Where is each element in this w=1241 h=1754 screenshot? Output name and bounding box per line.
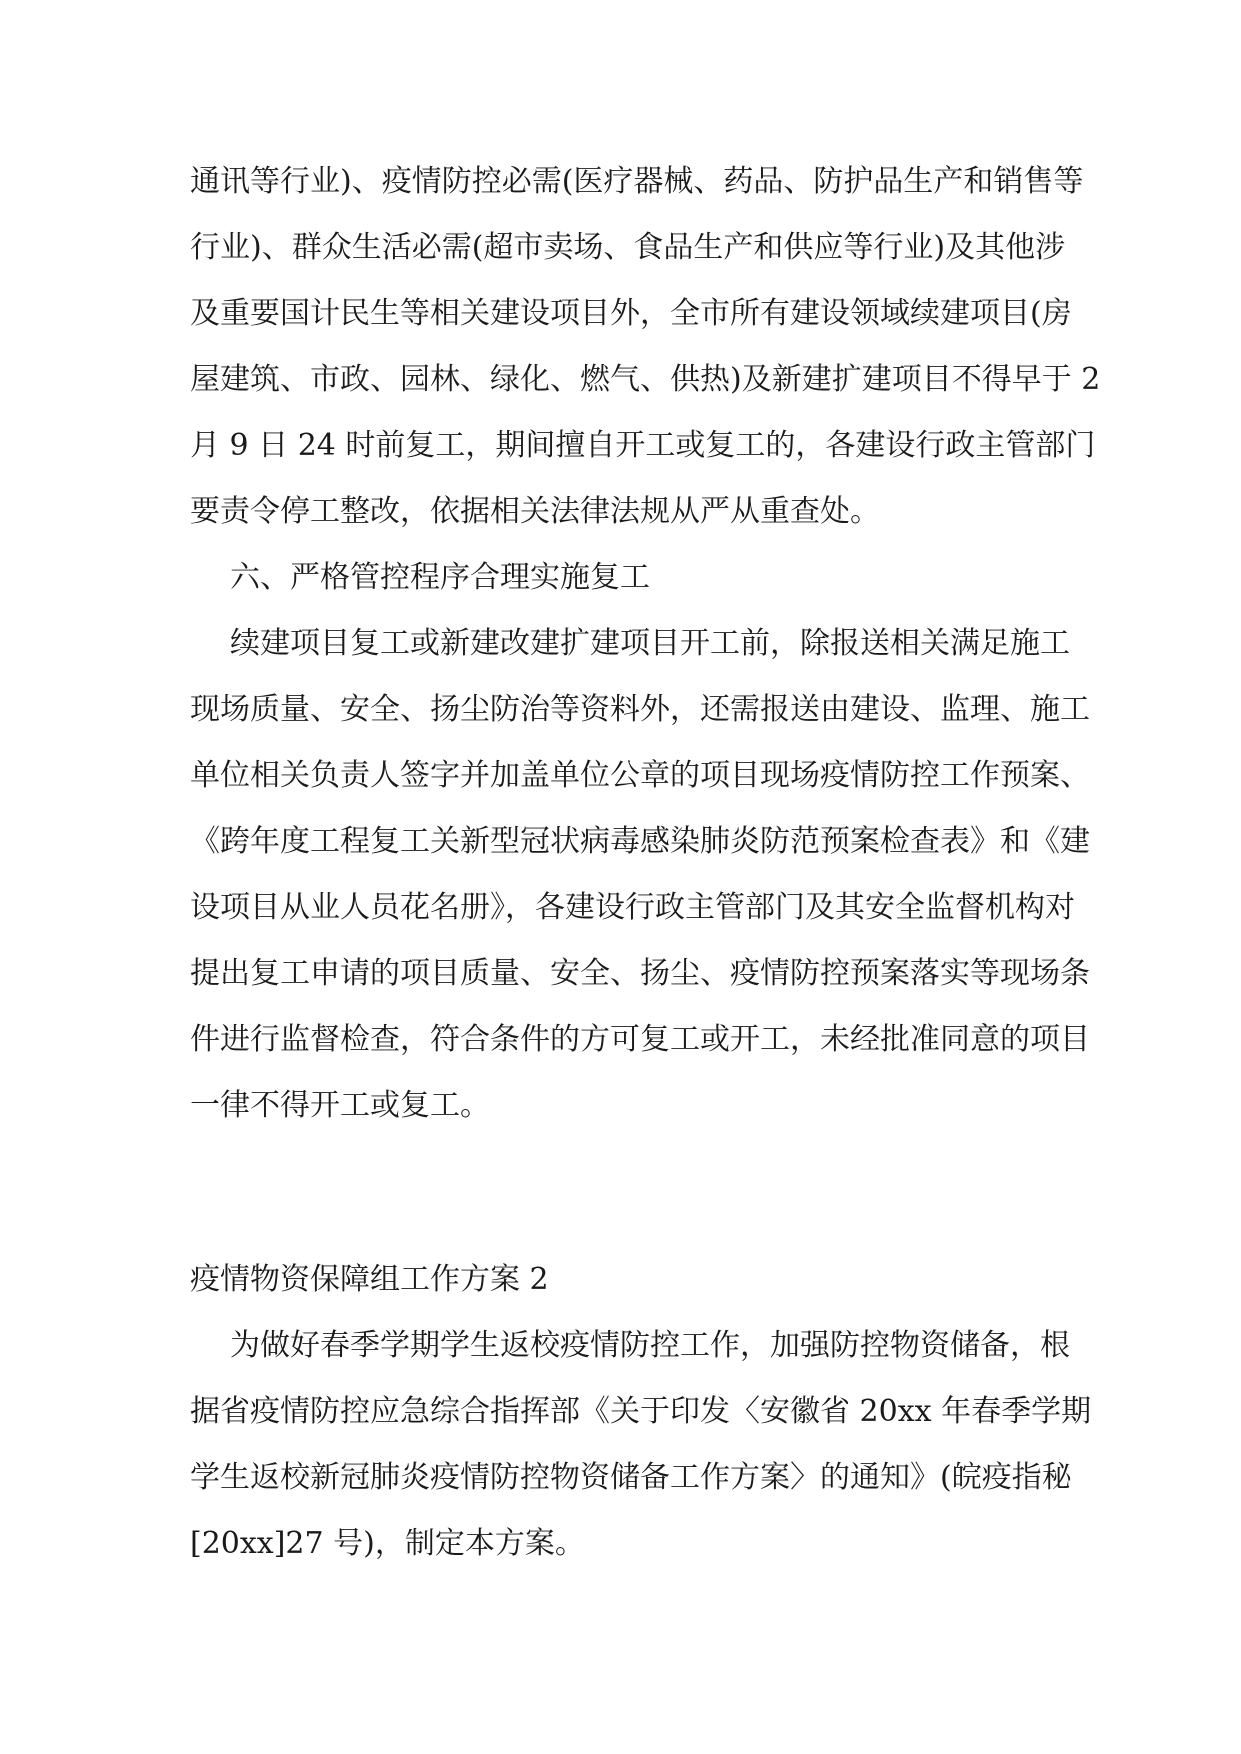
paragraph-line: 一律不得开工或复工。 — [190, 1088, 490, 1123]
paragraph-line: 学生返校新冠肺炎疫情防控物资储备工作方案〉的通知》(皖疫指秘 — [190, 1460, 1072, 1495]
paragraph-line: 现场质量、安全、扬尘防治等资料外，还需报送由建设、监理、施工 — [190, 692, 1090, 727]
paragraph-line: 行业)、群众生活必需(超市卖场、食品生产和供应等行业)及其他涉 — [190, 230, 1066, 265]
paragraph-line: 通讯等行业)、疫情防控必需(医疗器械、药品、防护品生产和销售等 — [190, 164, 1084, 199]
paragraph-line: 及重要国计民生等相关建设项目外，全市所有建设领域续建项目(房 — [190, 296, 1072, 331]
section-heading: 六、严格管控程序合理实施复工 — [230, 560, 650, 595]
paragraph-line: 屋建筑、市政、园林、绿化、燃气、供热)及新建扩建项目不得早于 2 — [190, 362, 1101, 397]
paragraph-line: 件进行监督检查，符合条件的方可复工或开工，未经批准同意的项目 — [190, 1022, 1090, 1057]
paragraph-line: [20xx]27 号)，制定本方案。 — [190, 1526, 585, 1561]
paragraph-line: 要责令停工整改，依据相关法律法规从严从重查处。 — [190, 494, 880, 529]
paragraph-line: 单位相关负责人签字并加盖单位公章的项目现场疫情防控工作预案、 — [190, 758, 1090, 793]
paragraph-line: 提出复工申请的项目质量、安全、扬尘、疫情防控预案落实等现场条 — [190, 956, 1090, 991]
document-title: 疫情物资保障组工作方案 2 — [190, 1262, 549, 1297]
paragraph-line: 设项目从业人员花名册》，各建设行政主管部门及其安全监督机构对 — [190, 890, 1075, 925]
paragraph-line: 《跨年度工程复工关新型冠状病毒感染肺炎防范预案检查表》和《建 — [190, 824, 1090, 859]
paragraph-line: 为做好春季学期学生返校疫情防控工作，加强防控物资储备，根 — [230, 1328, 1070, 1363]
paragraph-line: 续建项目复工或新建改建扩建项目开工前，除报送相关满足施工 — [230, 626, 1070, 661]
paragraph-line: 月 9 日 24 时前复工，期间擅自开工或复工的，各建设行政主管部门 — [190, 428, 1096, 463]
paragraph-line: 据省疫情防控应急综合指挥部《关于印发〈安徽省 20xx 年春季学期 — [190, 1394, 1092, 1429]
